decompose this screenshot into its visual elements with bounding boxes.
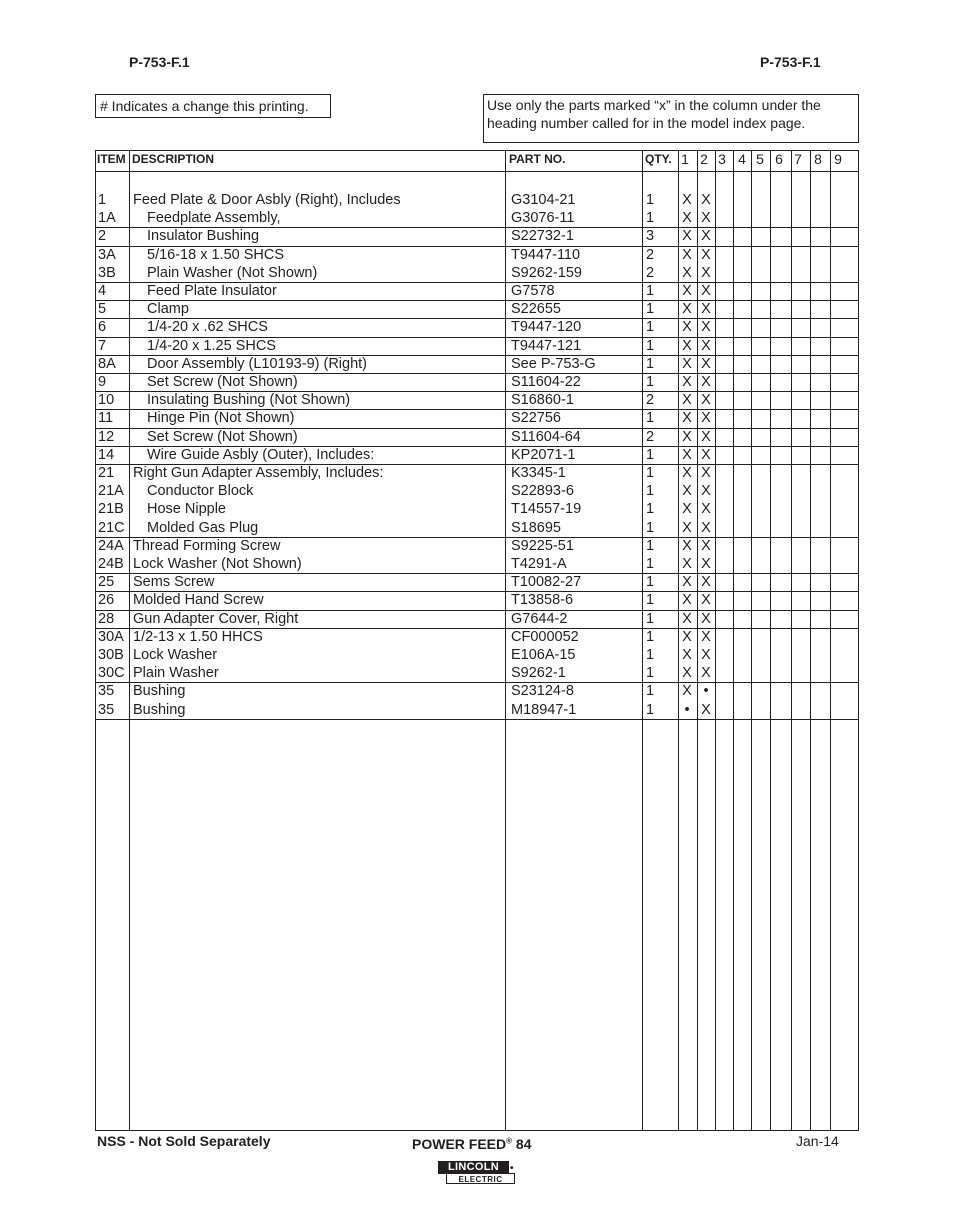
part-number: G3104-21: [511, 192, 576, 208]
quantity: 1: [646, 355, 655, 372]
quantity: 1: [646, 374, 655, 390]
quantity: 1: [646, 519, 655, 536]
table-row: [95, 191, 859, 209]
quantity: 1: [646, 683, 655, 700]
quantity: 1: [646, 647, 655, 663]
model-2-mark: X: [701, 319, 711, 336]
header-description: DESCRIPTION: [132, 152, 215, 166]
model-2-mark: X: [701, 519, 711, 536]
part-number: KP2071-1: [511, 446, 576, 463]
quantity: 1: [646, 610, 655, 627]
table-row: [95, 701, 859, 720]
part-number: S11604-64: [511, 428, 581, 445]
model-col-9: 9: [834, 151, 842, 167]
item-number: 11: [98, 410, 114, 427]
model-1-mark: •: [684, 701, 690, 718]
logo-top-text: LINCOLN: [438, 1161, 509, 1174]
item-number: 12: [98, 428, 115, 445]
quantity: 3: [646, 228, 655, 245]
parts-usage-note-line2: heading number called for in the model index page.: [487, 115, 806, 131]
item-number: 21B: [98, 501, 124, 518]
part-number: S16860-1: [511, 392, 574, 409]
part-number: T9447-121: [511, 337, 582, 354]
part-number: S22893-6: [511, 483, 574, 500]
table-row: [95, 337, 859, 356]
item-number: 3A: [98, 246, 116, 263]
quantity: 1: [646, 628, 655, 645]
item-description: Wire Guide Asbly (Outer), Includes:: [147, 446, 375, 463]
table-row: [95, 300, 859, 319]
part-number: T4291-A: [511, 556, 567, 572]
quantity: 1: [646, 192, 655, 208]
page-code-left: P-753-F.1: [129, 54, 190, 70]
parts-usage-note: [483, 94, 859, 143]
item-description: Lock Washer: [133, 647, 218, 663]
header-part-no: PART NO.: [509, 152, 566, 166]
model-1-mark: X: [682, 556, 692, 572]
parts-table: [95, 150, 859, 1131]
quantity: 2: [646, 264, 655, 281]
item-number: 1: [98, 192, 107, 208]
model-1-mark: X: [682, 319, 692, 336]
item-number: 3B: [98, 264, 116, 281]
lincoln-electric-logo: [438, 1161, 516, 1185]
model-col-6: 6: [775, 151, 783, 167]
model-1-mark: X: [682, 446, 692, 463]
item-description: Feedplate Assembly,: [147, 210, 281, 227]
quantity: 2: [646, 246, 655, 263]
item-description: Insulator Bushing: [147, 228, 260, 245]
model-1-mark: X: [682, 592, 692, 609]
model-1-mark: X: [682, 355, 692, 372]
quantity: 1: [646, 446, 655, 463]
model-2-mark: X: [701, 501, 711, 518]
quantity: 1: [646, 665, 655, 682]
part-number: S9262-159: [511, 264, 582, 281]
product-name-text: POWER FEED: [412, 1136, 507, 1152]
model-2-mark: X: [701, 483, 711, 500]
item-number: 1A: [98, 210, 116, 227]
model-col-1: 1: [681, 151, 689, 167]
table-row: [95, 682, 859, 700]
item-description: Plain Washer: [133, 665, 219, 682]
item-number: 5: [98, 301, 107, 318]
item-number: 10: [98, 392, 115, 409]
table-row: [95, 482, 859, 500]
item-description: Clamp: [147, 301, 189, 318]
part-number: T13858-6: [511, 592, 574, 609]
header-item: ITEM: [97, 152, 126, 166]
quantity: 1: [646, 283, 655, 299]
model-1-mark: X: [682, 519, 692, 536]
item-description: Set Screw (Not Shown): [147, 374, 298, 390]
item-number: 2: [98, 228, 107, 245]
part-number: E106A-15: [511, 647, 576, 663]
item-description: Hose Nipple: [147, 501, 226, 518]
model-2-mark: X: [701, 210, 711, 227]
table-row: [95, 428, 859, 447]
item-number: 7: [98, 337, 107, 354]
quantity: 2: [646, 392, 655, 409]
part-number: S22732-1: [511, 228, 574, 245]
table-row: [95, 519, 859, 538]
item-number: 4: [98, 283, 107, 299]
item-description: Conductor Block: [147, 483, 254, 500]
quantity: 1: [646, 701, 655, 718]
table-row: [95, 264, 859, 283]
model-2-mark: X: [701, 246, 711, 263]
item-number: 35: [98, 683, 115, 700]
product-name: [412, 1136, 532, 1152]
change-note: # Indicates a change this printing.: [95, 94, 331, 118]
item-description: Insulating Bushing (Not Shown): [147, 392, 351, 409]
item-number: 30B: [98, 647, 124, 663]
model-2-mark: X: [701, 610, 711, 627]
model-1-mark: X: [682, 683, 692, 700]
model-2-mark: X: [701, 337, 711, 354]
part-number: K3345-1: [511, 465, 566, 481]
model-1-mark: X: [682, 301, 692, 318]
quantity: 1: [646, 301, 655, 318]
quantity: 1: [646, 210, 655, 227]
model-1-mark: X: [682, 283, 692, 299]
model-2-mark: X: [701, 264, 711, 281]
item-number: 25: [98, 574, 115, 591]
model-2-mark: X: [701, 428, 711, 445]
item-number: 14: [98, 446, 115, 463]
table-row: [95, 555, 859, 574]
item-description: Molded Gas Plug: [147, 519, 259, 536]
table-row: [95, 500, 859, 518]
model-2-mark: X: [701, 355, 711, 372]
item-description: 5/16-18 x 1.50 SHCS: [147, 246, 285, 263]
item-number: 24A: [98, 537, 124, 554]
model-2-mark: X: [701, 665, 711, 682]
quantity: 1: [646, 556, 655, 572]
item-description: Lock Washer (Not Shown): [133, 556, 302, 572]
quantity: 1: [646, 465, 655, 481]
model-1-mark: X: [682, 537, 692, 554]
item-description: Thread Forming Screw: [133, 537, 281, 554]
logo-dot: •: [510, 1163, 514, 1174]
nss-note: NSS - Not Sold Separately: [97, 1133, 271, 1149]
part-number: M18947-1: [511, 701, 577, 718]
table-row: [95, 664, 859, 683]
model-1-mark: X: [682, 228, 692, 245]
model-2-mark: X: [701, 410, 711, 427]
part-number: S18695: [511, 519, 561, 536]
header-qty: QTY.: [645, 152, 672, 166]
item-description: Sems Screw: [133, 574, 215, 591]
model-2-mark: X: [701, 192, 711, 208]
item-number: 21A: [98, 483, 124, 500]
table-row: [95, 628, 859, 646]
model-col-4: 4: [738, 151, 746, 167]
table-row: [95, 282, 859, 301]
part-number: T9447-120: [511, 319, 582, 336]
item-number: 30A: [98, 628, 124, 645]
item-description: Door Assembly (L10193-9) (Right): [147, 355, 368, 372]
part-number: T10082-27: [511, 574, 582, 591]
part-number: T9447-110: [511, 246, 581, 263]
model-2-mark: X: [701, 392, 711, 409]
item-number: 24B: [98, 556, 124, 572]
model-1-mark: X: [682, 665, 692, 682]
table-row: [95, 446, 859, 465]
item-description: Bushing: [133, 683, 186, 700]
item-description: 1/2-13 x 1.50 HHCS: [133, 628, 263, 645]
model-2-mark: X: [701, 574, 711, 591]
item-description: Feed Plate & Door Asbly (Right), Includes: [133, 192, 401, 208]
item-description: Bushing: [133, 701, 186, 718]
part-number: S22756: [511, 410, 561, 427]
item-description: Set Screw (Not Shown): [147, 428, 298, 445]
quantity: 1: [646, 410, 655, 427]
model-1-mark: X: [682, 337, 692, 354]
item-description: Gun Adapter Cover, Right: [133, 610, 299, 627]
model-2-mark: X: [701, 465, 711, 481]
product-number: 84: [512, 1136, 532, 1152]
item-description: 1/4-20 x 1.25 SHCS: [147, 337, 276, 354]
part-number: See P-753-G: [511, 355, 596, 372]
item-number: 28: [98, 610, 115, 627]
quantity: 1: [646, 337, 655, 354]
model-1-mark: X: [682, 392, 692, 409]
model-1-mark: X: [682, 465, 692, 481]
model-2-mark: X: [701, 647, 711, 663]
quantity: 1: [646, 574, 655, 591]
part-number: S22655: [511, 301, 561, 318]
model-col-8: 8: [814, 151, 822, 167]
item-number: 26: [98, 592, 115, 609]
item-number: 21: [98, 465, 115, 481]
part-number: G3076-11: [511, 210, 575, 227]
table-row: [95, 464, 859, 482]
item-description: 1/4-20 x .62 SHCS: [147, 319, 268, 336]
item-description: Hinge Pin (Not Shown): [147, 410, 295, 427]
part-number: S23124-8: [511, 683, 574, 700]
part-number: T14557-19: [511, 501, 582, 518]
registered-mark: ®: [506, 1136, 513, 1146]
quantity: 1: [646, 592, 655, 609]
model-2-mark: X: [701, 228, 711, 245]
model-2-mark: X: [701, 446, 711, 463]
model-1-mark: X: [682, 374, 692, 390]
part-number: G7578: [511, 283, 555, 299]
part-number: S9225-51: [511, 537, 574, 554]
item-description: Plain Washer (Not Shown): [147, 264, 318, 281]
table-row: [95, 355, 859, 374]
model-1-mark: X: [682, 647, 692, 663]
model-2-mark: •: [703, 683, 709, 700]
table-row: [95, 391, 859, 410]
quantity: 2: [646, 428, 655, 445]
part-number: G7644-2: [511, 610, 568, 627]
model-2-mark: X: [701, 301, 711, 318]
print-date: Jan-14: [796, 1133, 839, 1149]
page-code-right: P-753-F.1: [760, 54, 821, 70]
model-1-mark: X: [682, 628, 692, 645]
table-row: [95, 246, 859, 264]
model-1-mark: X: [682, 574, 692, 591]
model-col-7: 7: [794, 151, 802, 167]
model-1-mark: X: [682, 610, 692, 627]
table-row: [95, 646, 859, 664]
model-col-3: 3: [718, 151, 726, 167]
table-row: [95, 373, 859, 392]
table-row: [95, 227, 859, 246]
table-row: [95, 610, 859, 629]
item-number: 21C: [98, 519, 125, 536]
quantity: 1: [646, 319, 655, 336]
table-row: [95, 409, 859, 428]
header-separator: [95, 171, 859, 172]
quantity: 1: [646, 501, 655, 518]
model-2-mark: X: [701, 556, 711, 572]
model-col-5: 5: [756, 151, 764, 167]
parts-usage-note-line1: Use only the parts marked “x” in the column under the: [487, 97, 821, 113]
model-1-mark: X: [682, 246, 692, 263]
model-1-mark: X: [682, 264, 692, 281]
table-row: [95, 591, 859, 610]
model-1-mark: X: [682, 210, 692, 227]
model-1-mark: X: [682, 428, 692, 445]
logo-bottom-text: ELECTRIC: [446, 1173, 515, 1184]
model-1-mark: X: [682, 483, 692, 500]
item-number: 8A: [98, 355, 116, 372]
model-2-mark: X: [701, 701, 711, 718]
model-1-mark: X: [682, 192, 692, 208]
item-number: 6: [98, 319, 107, 336]
model-2-mark: X: [701, 628, 711, 645]
model-col-2: 2: [700, 151, 708, 167]
table-row: [95, 537, 859, 555]
model-1-mark: X: [682, 410, 692, 427]
item-number: 30C: [98, 665, 125, 682]
model-2-mark: X: [701, 374, 711, 390]
table-row: [95, 209, 859, 228]
item-number: 9: [98, 374, 107, 390]
part-number: S11604-22: [511, 374, 581, 390]
table-row: [95, 318, 859, 337]
item-number: 35: [98, 701, 115, 718]
table-row: [95, 573, 859, 592]
quantity: 1: [646, 483, 655, 500]
item-description: Right Gun Adapter Assembly, Includes:: [133, 465, 384, 481]
quantity: 1: [646, 537, 655, 554]
model-1-mark: X: [682, 501, 692, 518]
item-description: Molded Hand Screw: [133, 592, 264, 609]
model-2-mark: X: [701, 283, 711, 299]
model-2-mark: X: [701, 592, 711, 609]
item-description: Feed Plate Insulator: [147, 283, 277, 299]
part-number: CF000052: [511, 628, 579, 645]
part-number: S9262-1: [511, 665, 566, 682]
model-2-mark: X: [701, 537, 711, 554]
